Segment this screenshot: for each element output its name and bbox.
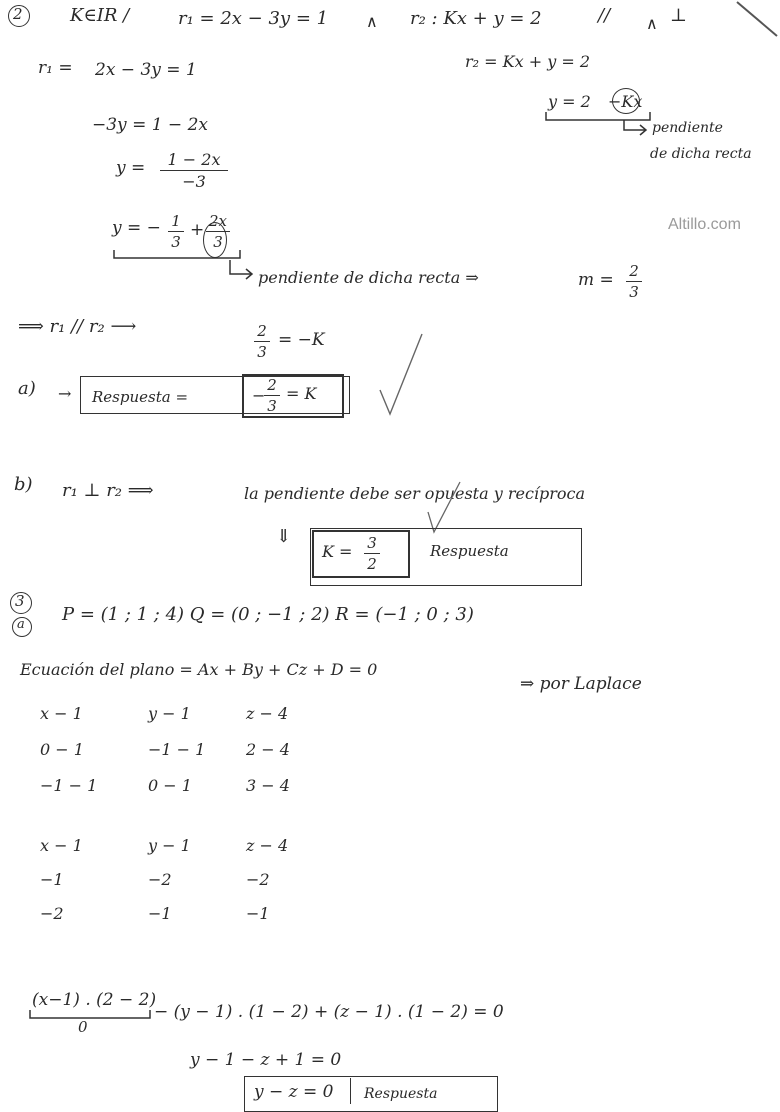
sub-a-letter: a xyxy=(17,617,25,632)
answer-a-label: Respuesta = xyxy=(92,388,189,406)
parallel-denominator: 3 xyxy=(257,343,267,361)
step-1: −3y = 1 − 2x xyxy=(92,115,208,135)
step-2-numerator: 1 − 2x xyxy=(167,150,221,169)
slope-note: pendiente de dicha recta ⇒ xyxy=(258,268,479,287)
points: P = (1 ; 1 ; 4) Q = (0 ; −1 ; 2) R = (−1 ; 0 ; 3) xyxy=(62,604,474,625)
m-label: m = xyxy=(578,270,614,290)
implies-parallel: ⟹ r₁ // r₂ ⟶ xyxy=(18,316,137,337)
step-3-plus: + xyxy=(190,220,205,240)
answer-b-k: K = xyxy=(322,542,353,561)
matrix-cell: z − 4 xyxy=(246,704,289,723)
checkmark-a xyxy=(376,330,426,420)
m-fraction xyxy=(626,262,642,301)
plane-equation: Ecuación del plano = Ax + By + Cz + D = 0 xyxy=(20,660,378,679)
step-2-y: y = xyxy=(116,158,146,178)
matrix-cell: y − 1 xyxy=(148,704,191,723)
part-a-arrow: → xyxy=(58,384,72,403)
answer-a-rest: = K xyxy=(286,384,317,403)
matrix-cell: −1 xyxy=(246,904,270,923)
matrix-cell: −2 xyxy=(40,904,64,923)
answer-b-label: Respuesta xyxy=(430,542,509,560)
expansion-first: (x−1) . (2 − 2) xyxy=(32,990,157,1010)
header-perp: ⊥ xyxy=(670,5,687,26)
answer-a-numerator: 2 xyxy=(267,376,277,394)
expansion-first-underbrace xyxy=(28,1008,154,1022)
matrix-cell: 0 − 1 xyxy=(40,740,84,759)
matrix-cell: 2 − 4 xyxy=(246,740,290,759)
parallel-fraction xyxy=(254,322,270,361)
matrix-cell: 3 − 4 xyxy=(246,776,290,795)
expansion-zero: 0 xyxy=(78,1018,88,1036)
answer-a-minus: − xyxy=(252,386,266,405)
m-numerator: 2 xyxy=(629,262,639,280)
matrix-cell: −1 xyxy=(40,870,64,889)
r2-equation: r₂ = Kx + y = 2 xyxy=(465,52,590,71)
m-denominator: 3 xyxy=(629,283,639,301)
matrix-cell: 0 − 1 xyxy=(148,776,192,795)
part-a-label: a) xyxy=(18,378,36,399)
header-and-2: ∧ xyxy=(646,14,658,33)
parallel-numerator: 2 xyxy=(257,322,267,340)
matrix-cell: −1 − 1 xyxy=(148,740,206,759)
step-3-num-1: 1 xyxy=(171,212,181,230)
matrix-cell: −1 xyxy=(148,904,172,923)
header-r1: r₁ = 2x − 3y = 1 xyxy=(178,8,329,29)
r1-label: r₁ = xyxy=(38,58,73,78)
final-equation: y − z = 0 xyxy=(254,1082,334,1102)
part-b-text: la pendiente debe ser opuesta y recíproca xyxy=(244,484,586,503)
r1-equation: 2x − 3y = 1 xyxy=(95,60,197,80)
step-2-denominator: −3 xyxy=(182,172,206,191)
answer-b-denominator: 2 xyxy=(367,555,377,573)
exercise-2-number: 2 xyxy=(13,5,23,23)
part-b-label: b) xyxy=(14,474,33,495)
answer-b-fraction xyxy=(364,534,380,573)
final-divider xyxy=(350,1078,351,1104)
step-3-num-2: 2x xyxy=(208,212,227,230)
matrix-cell: z − 4 xyxy=(246,836,289,855)
matrix-cell: −1 − 1 xyxy=(40,776,98,795)
simplified-equation: y − 1 − z + 1 = 0 xyxy=(190,1050,342,1070)
step-3-y: y = − xyxy=(112,218,161,238)
answer-a-fraction xyxy=(264,376,280,415)
step-3-den-1: 3 xyxy=(171,233,181,251)
parallel-rest: = −K xyxy=(278,330,325,350)
header-and: ∧ xyxy=(366,12,378,31)
final-label: Respuesta xyxy=(364,1086,438,1102)
step-3-underbrace xyxy=(112,248,244,262)
expansion-rest: − (y − 1) . (1 − 2) + (z − 1) . (1 − 2) = 0 xyxy=(154,1002,504,1022)
slope-note-2-line1: pendiente xyxy=(652,120,723,136)
matrix-cell: x − 1 xyxy=(40,704,83,723)
slope-arrow xyxy=(226,258,256,282)
y2-kx: −Kx xyxy=(608,92,643,111)
y2-equation: y = 2 xyxy=(548,92,591,111)
header-parallel: // xyxy=(598,5,611,26)
part-b-down-arrow: ⇓ xyxy=(276,526,292,547)
slope-note-2-line2: de dicha recta xyxy=(650,146,752,162)
step-2-fraction xyxy=(160,150,228,191)
step-3-fraction-1 xyxy=(168,212,184,251)
slope-arrow-2 xyxy=(620,118,650,138)
matrix-cell: −2 xyxy=(246,870,270,889)
matrix-cell: −2 xyxy=(148,870,172,889)
watermark: Altillo.com xyxy=(668,216,741,233)
matrix-cell: y − 1 xyxy=(148,836,191,855)
matrix-cell: x − 1 xyxy=(40,836,83,855)
step-3-den-2: 3 xyxy=(213,233,223,251)
part-b-perp: r₁ ⊥ r₂ ⟹ xyxy=(62,480,154,501)
corner-mark xyxy=(735,0,780,40)
answer-a-denominator: 3 xyxy=(267,397,277,415)
header-r2: r₂ : Kx + y = 2 xyxy=(410,8,542,29)
laplace-note: ⇒ por Laplace xyxy=(520,674,642,694)
answer-b-numerator: 3 xyxy=(367,534,377,552)
header-k-real: K∈IR / xyxy=(70,5,130,26)
exercise-3-number: 3 xyxy=(15,592,25,610)
